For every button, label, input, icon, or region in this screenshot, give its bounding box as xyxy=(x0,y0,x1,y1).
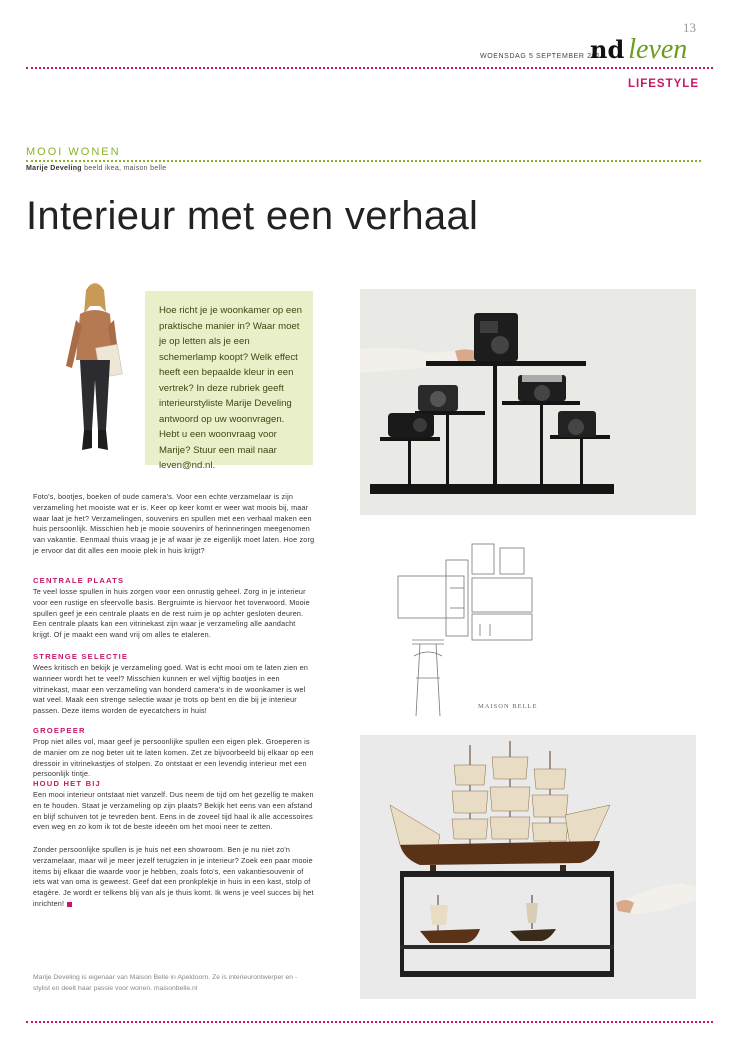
model-ships-photo xyxy=(360,735,696,999)
camera-stand-photo xyxy=(360,289,696,515)
sketch-label: MAISON BELLE xyxy=(478,703,538,710)
brand-logo xyxy=(590,34,687,64)
rubriek-label: MOOI WONEN xyxy=(26,146,121,158)
subheading-centrale-plaats: CENTRALE PLAATS xyxy=(33,576,125,585)
subheading-groepeer: GROEPEER xyxy=(33,726,86,735)
body-paragraph-5: Een mooi interieur ontstaat niet vanzelf. Dus neem de tijd om het gezellig te maken en te houden. Staat je verzameling op zijn plaats? Bekijk het eens van een afstand en blijf schuiven tot je tevreden bent. Eens in de zoveel tijd haal ik alle accessoires even weg en zo kom ik tot de beste ideeën om het mooi neer te zetten. xyxy=(33,790,314,832)
headline: Interieur met een verhaal xyxy=(26,194,479,238)
subheading-houd-het-bij: HOUD HET BIJ xyxy=(33,779,101,788)
end-mark-icon xyxy=(67,902,72,907)
subheading-strenge-selectie: STRENGE SELECTIE xyxy=(33,652,129,661)
page-number: 13 xyxy=(683,20,696,35)
body-paragraph-2: Te veel losse spullen in huis zorgen voor een onrustig geheel. Zorg in je interieur voor een rustige en sfeervolle basis. Bergruimte is hiervoor het toverwoord. Mooie spullen geef je een centrale plaats en de rest ruim je op achter gesloten deuren. Een centrale plaats kan een vitrinekast zijn waar je verzameling alle aandacht krijgt. Of je maakt een wand vrij om alles te etaleren. xyxy=(33,587,310,640)
body-paragraph-1: Foto's, bootjes, boeken of oude camera's. Voor een echte verzamelaar is zijn verzameling het mooiste wat er is. Keer op keer komt er weer wat moois bij, maar waar laat je het? Verzamelingen, souvenirs en spullen met een verhaal maken een huis persoonlijk. Misschien heb je mooie souvenirs of herinneringen meegenomen van vakantie. Eenmaal thuis vraag je je af waar je ze eigenlijk moet laten. Hoe zorg je ervoor dat dit alles een mooie plek in huis krijgt? xyxy=(33,492,315,555)
byline-author: Marije Develing xyxy=(26,165,82,172)
brand-nd: nd xyxy=(590,35,625,64)
byline-photos: beeld ikea, maison belle xyxy=(84,165,167,172)
author-caption: Marije Develing is eigenaar van Maison Belle in Apeldoorn. Ze is interieurontwerper en -stylist en deelt haar passie voor wonen. maisonbelle.nl xyxy=(33,974,298,992)
rubriek-divider xyxy=(26,160,701,162)
body-paragraph-3: Wees kritisch en bekijk je verzameling goed. Wat is echt mooi om te laten zien en wanneer wordt het te veel? Misschien kunnen er wel vijftig bootjes in een vitrinekast, maar een verzameling van honderd camera's in de woonkamer is wel wat veel. Maak een strenge selectie waar je trots op bent en die bij je interieur passen. Deze items worden de eyecatchers in huis! xyxy=(33,663,309,716)
author-portrait xyxy=(60,280,130,465)
section-label: LIFESTYLE xyxy=(628,78,699,90)
body-paragraph-6-text: Zonder persoonlijke spullen is je huis net een showroom. Ben je nu niet zo'n verzamelaar, maar wil je meer jezelf terugzien in je interieur? Zoek een paar mooie items bij elkaar die waarde voor je hebben, zoals foto's, een vakantiesouvenir of iets wat van oma is geweest. Geef dat een pronkplekje in huis in een kast, stolp of etagère. Je wordt er telkens blij van als je thuis komt. Ik wens je veel succes bij het inrichten! xyxy=(33,845,314,908)
header-divider xyxy=(26,67,713,69)
body-paragraph-6 xyxy=(33,845,316,910)
byline xyxy=(26,165,166,172)
footer-divider xyxy=(26,1021,713,1023)
issue-date: WOENSDAG 5 SEPTEMBER 2018 xyxy=(480,53,606,60)
intro-box: Hoe richt je je woonkamer op een praktische manier in? Waar moet je op letten als je een schemerlamp koopt? Welk effect heeft een bepaalde kleur in een vertrek? In deze rubriek geeft interieurstyliste Marije Develing antwoord op uw woonvragen. Hebt u een woonvraag voor Marije? Stuur een mail naar leven@nd.nl. xyxy=(145,291,313,465)
body-paragraph-4: Prop niet alles vol, maar geef je persoonlijke spullen een eigen plek. Groeperen is de manier om ze nog beter uit te laten komen. Zet ze bijvoorbeeld bij elkaar op een dressoir in vitrinekastjes of stolpen. Zo ontstaat er een levendig interieur met een persoonlijk tintje. xyxy=(33,737,314,779)
brand-leven: leven xyxy=(628,34,688,65)
wall-sketch-illustration xyxy=(360,528,696,722)
